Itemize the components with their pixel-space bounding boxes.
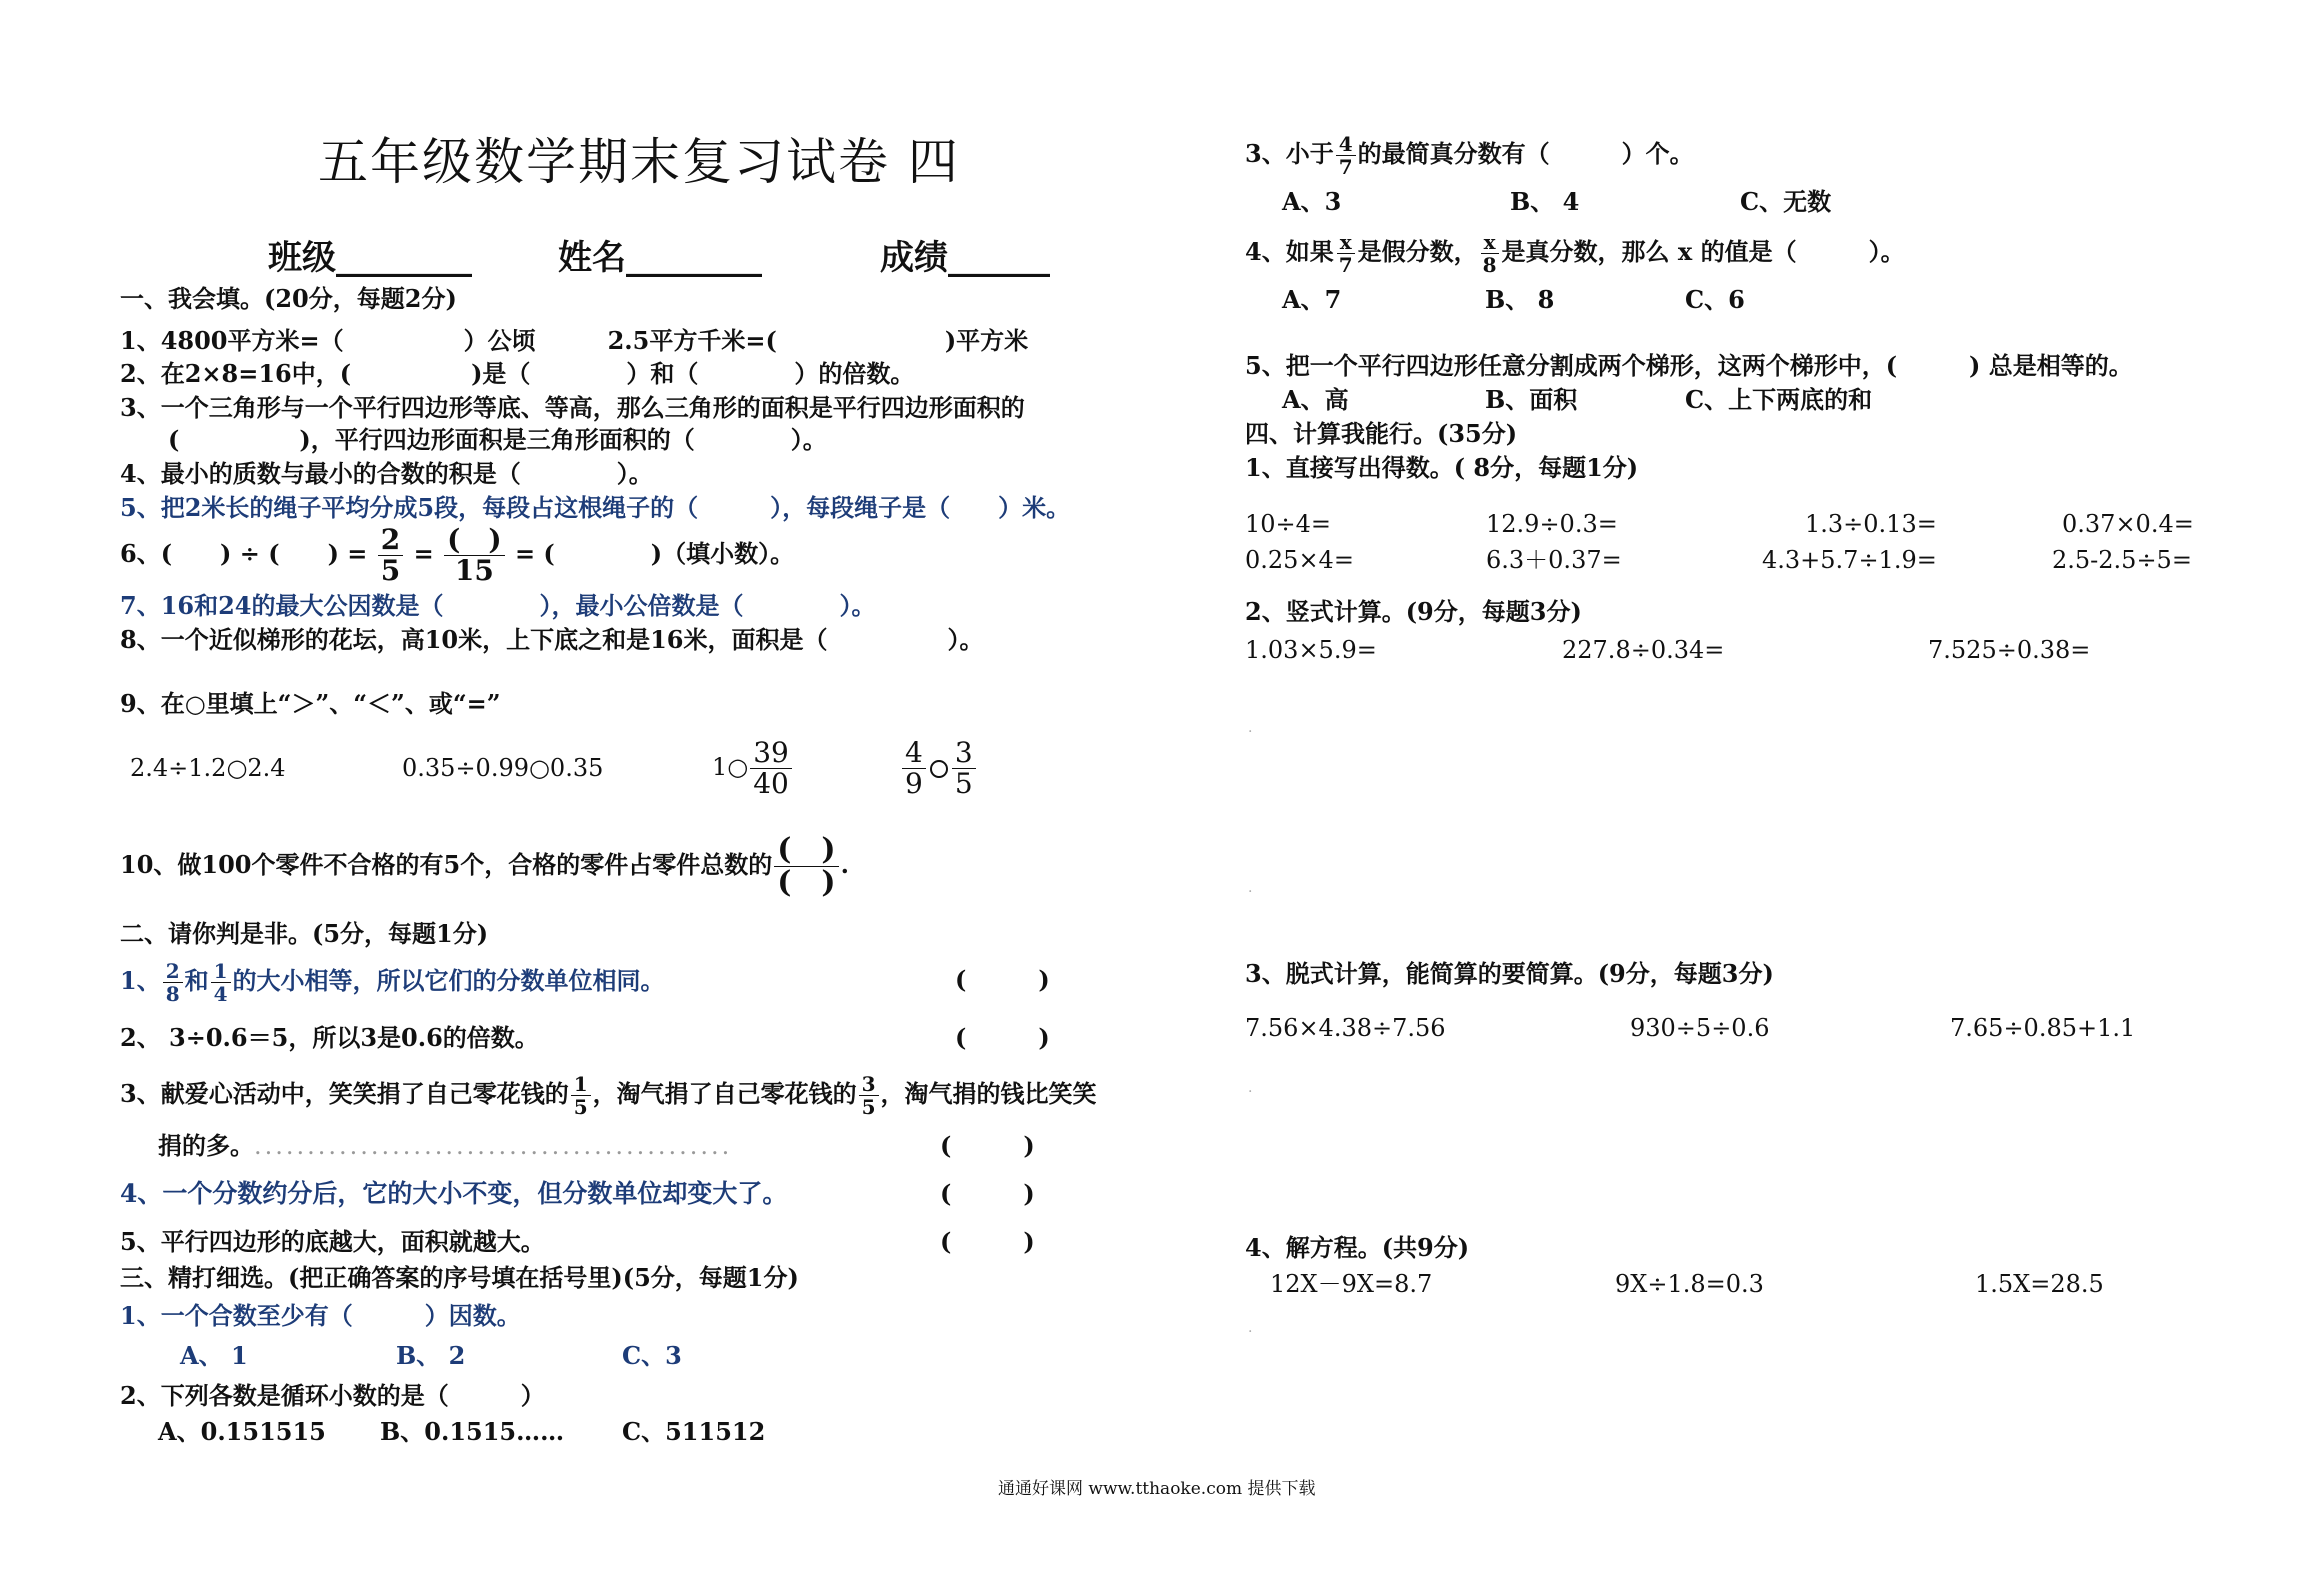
choice-4 [1245,226,1905,278]
c4-middle: 是假分数， [1357,237,1478,266]
j3-prefix: 3、献爱心活动中，笑笑捐了自己零花钱的 [120,1079,569,1108]
j3-suffix: ，淘气捐的钱比笑笑 [880,1079,1097,1108]
calc-1-3: 1.3÷0.13= [1805,510,1937,538]
j1-fraction-1 [163,961,183,1004]
choice-5-option-c[interactable]: C、上下两底的和 [1685,385,1873,414]
q6-fraction-1-denominator: 5 [380,554,401,587]
q6-fraction-1-numerator: 2 [378,526,403,556]
q6-fraction-2 [444,523,505,587]
name-field[interactable]: 姓名________ [558,238,762,278]
part-4-title: 4、解方程。(共9分) [1245,1233,1470,1262]
choice-4-option-b[interactable]: B、 8 [1485,285,1555,314]
j1-denominator-1: 8 [165,982,180,1006]
q9-c-numerator: 39 [750,739,792,769]
question-1-1: 1、4800平方米=（ ）公顷 2.5平方千米=( )平方米 [120,326,1029,355]
choice-2-option-a[interactable]: A、0.151515 [158,1417,326,1446]
divider-dot: . [1248,1080,1253,1096]
question-1-7: 7、16和24的最大公因数是（ ），最小公倍数是（ ）。 [120,591,876,620]
part-3-title: 3、脱式计算，能简算的要简算。(9分，每题3分) [1245,959,1774,988]
question-1-4: 4、最小的质数与最小的合数的积是（ ）。 [120,459,653,488]
c4-numerator-1: x [1337,232,1355,254]
equation-1: 12X－9X=8.7 [1270,1270,1433,1298]
q9-d-fraction-1 [902,736,926,800]
footer-credit: 通通好课网 www.tthaoke.com 提供下载 [998,1479,1316,1499]
vertical-calc-1: 1.03×5.9= [1245,636,1377,664]
choice-5: 5、把一个平行四边形任意分割成两个梯形，这两个梯形中，( ) 总是相等的。 [1245,351,2133,380]
section-1-title: 一、我会填。(20分，每题2分) [120,284,457,313]
choice-5-option-b[interactable]: B、面积 [1485,385,1578,414]
q9-d-fraction-2 [952,736,976,800]
judge-1 [120,956,665,1006]
q10-denominator: ( ) [777,865,836,900]
choice-4-option-c[interactable]: C、6 [1685,285,1745,314]
c4-denominator-2: 8 [1482,253,1497,277]
q9-d-denominator-1: 9 [905,767,923,800]
choice-3-option-b[interactable]: B、 4 [1510,187,1580,216]
c4-denominator-1: 7 [1338,253,1353,277]
calc-1-8: 2.5-2.5÷5= [2052,546,2192,574]
judge-4: 4、一个分数约分后，它的大小不变，但分数单位却变大了。 [120,1179,788,1208]
calc-1-7: 4.3+5.7÷1.9= [1762,546,1937,574]
q6-prefix: 6、( ) ÷ ( ) = [120,539,368,568]
section-4-title: 四、计算我能行。(35分) [1245,419,1518,448]
vertical-calc-2: 227.8÷0.34= [1562,636,1725,664]
class-field[interactable]: 班级________ [268,238,472,278]
j3-middle: ，淘气捐了自己零花钱的 [592,1079,857,1108]
c4-prefix: 4、如果 [1245,237,1334,266]
choice-3-option-c[interactable]: C、无数 [1740,187,1832,216]
calc-1-6: 6.3＋0.37= [1486,546,1622,574]
section-2-title: 二、请你判是非。(5分，每题1分) [120,919,489,948]
judge-2: 2、 3÷0.6＝5，所以3是0.6的倍数。 [120,1023,539,1052]
section-3-title: 三、精打细选。(把正确答案的序号填在括号里)(5分，每题1分) [120,1263,799,1292]
c3-fraction [1336,134,1356,177]
compare-circle[interactable] [930,760,948,778]
j3-numerator-2: 3 [859,1074,879,1096]
q9-item-c [712,738,794,798]
q9-d-numerator-2: 3 [952,739,976,769]
j3-denominator-1: 5 [573,1095,588,1119]
part-2-title: 2、竖式计算。(9分，每题3分) [1245,597,1582,626]
c3-prefix: 3、小于 [1245,139,1334,168]
choice-5-option-a[interactable]: A、高 [1282,385,1349,414]
stepwise-calc-1: 7.56×4.38÷7.56 [1245,1014,1446,1042]
divider-dot: . [1248,720,1253,736]
j1-text: 的大小相等，所以它们的分数单位相同。 [232,966,665,995]
judge-5-answer[interactable]: ( ) [940,1227,1035,1256]
q6-fraction-1 [378,523,403,587]
choice-2-option-c[interactable]: C、511512 [622,1417,766,1446]
j1-denominator-2: 4 [213,982,228,1006]
j1-numerator-1: 2 [163,961,183,983]
judge-3-answer[interactable]: ( ) [940,1131,1035,1160]
q9-c-fraction [750,736,792,800]
choice-1-option-c[interactable]: C、3 [622,1341,682,1370]
q9-c-denominator: 40 [753,767,789,800]
q9-d-numerator-1: 4 [902,739,926,769]
c3-numerator: 4 [1336,134,1356,156]
choice-1-option-b[interactable]: B、 2 [396,1341,466,1370]
vertical-calc-3: 7.525÷0.38= [1928,636,2091,664]
choice-4-option-a[interactable]: A、7 [1282,285,1342,314]
question-1-5: 5、把2米长的绳子平均分成5段，每段占这根绳子的（ ），每段绳子是（ ）米。 [120,493,1071,522]
divider-dot: . [1248,1320,1253,1336]
judge-4-answer[interactable]: ( ) [940,1179,1035,1208]
q9-d-denominator-2: 5 [954,767,973,800]
choice-2: 2、下列各数是循环小数的是（ ） [120,1381,545,1410]
stepwise-calc-3: 7.65÷0.85+1.1 [1950,1014,2136,1042]
j3-fraction-2 [859,1074,879,1117]
j3-fraction-1 [571,1074,591,1117]
c4-suffix: 是真分数，那么 x 的值是（ ）。 [1501,237,1905,266]
q6-suffix: = ( )（填小数）。 [514,539,795,568]
choice-3-option-a[interactable]: A、3 [1282,187,1342,216]
part-1-title: 1、直接写出得数。( 8分，每题1分) [1245,453,1639,482]
choice-1-option-a[interactable]: A、 1 [180,1341,248,1370]
score-field[interactable]: 成绩______ [880,238,1050,278]
page-title: 五年级数学期末复习试卷 四 [318,133,960,191]
question-1-9: 9、在○里填上“＞”、“＜”、或“=” [120,689,501,718]
question-1-2: 2、在2×8=16中，( )是（ ）和（ ）的倍数。 [120,359,915,388]
judge-3 [120,1068,1097,1120]
stepwise-calc-2: 930÷5÷0.6 [1630,1014,1770,1042]
choice-3 [1245,128,1694,180]
q6-fraction-2-numerator: ( ) [444,526,505,556]
q6-fraction-2-denominator: 15 [454,554,494,587]
c3-denominator: 7 [1338,155,1353,179]
judge-1-answer[interactable]: ( ) [955,965,1050,994]
c4-numerator-2: x [1481,232,1499,254]
divider-dot: . [1248,880,1253,896]
c4-fraction-1 [1336,232,1356,275]
choice-2-option-b[interactable]: B、0.1515…… [380,1417,565,1446]
question-1-6: 6、( ) ÷ ( ) = $\frac{2}{5}$ = $\frac{( )}{15}$ = ( )（填小数）。 [120,523,795,587]
j1-prefix: 1、 [120,966,161,995]
j1-numerator-2: 1 [211,961,231,983]
judge-2-answer[interactable]: ( ) [955,1023,1050,1052]
j3-numerator-1: 1 [571,1074,591,1096]
j1-fraction-2 [211,961,231,1004]
q9-item-a: 2.4÷1.2○2.4 [130,754,286,782]
equation-2: 9X÷1.8=0.3 [1615,1270,1764,1298]
calc-1-1: 10÷4= [1245,510,1332,538]
question-1-3b: ( )，平行四边形面积是三角形面积的（ ）。 [168,425,827,454]
equation-3: 1.5X=28.5 [1975,1270,2104,1298]
judge-3-line-2: 捐的多。............................................. [158,1131,733,1160]
j1-and: 和 [184,966,209,995]
question-1-3a: 3、一个三角形与一个平行四边形等底、等高，那么三角形的面积是平行四边形面积的 [120,393,1025,422]
judge-5: 5、平行四边形的底越大，面积就越大。 [120,1227,545,1256]
question-1-8: 8、一个近似梯形的花坛，高10米，上下底之和是16米，面积是（ ）。 [120,625,984,654]
j3-line2-text: 捐的多。 [158,1131,254,1160]
q10-fraction [774,832,838,900]
choice-1: 1、一个合数至少有（ ）因数。 [120,1301,521,1330]
q9-item-b: 0.35÷0.99○0.35 [402,754,604,782]
c4-fraction-2 [1480,232,1500,275]
q9-c-prefix: 1○ [712,753,749,781]
q10-numerator: ( ) [774,835,838,867]
calc-1-4: 0.37×0.4= [2062,510,2194,538]
calc-1-5: 0.25×4= [1245,546,1354,574]
j3-denominator-2: 5 [861,1095,876,1119]
q9-item-d [900,738,978,798]
q10-text: 10、做100个零件不合格的有5个，合格的零件占零件总数的 [120,850,773,879]
question-1-10: 10、做100个零件不合格的有5个，合格的零件占零件总数的 $\frac{( )}{( )}$ . [120,832,849,900]
calc-1-2: 12.9÷0.3= [1486,510,1618,538]
c3-suffix: 的最简真分数有（ ）个。 [1357,139,1694,168]
